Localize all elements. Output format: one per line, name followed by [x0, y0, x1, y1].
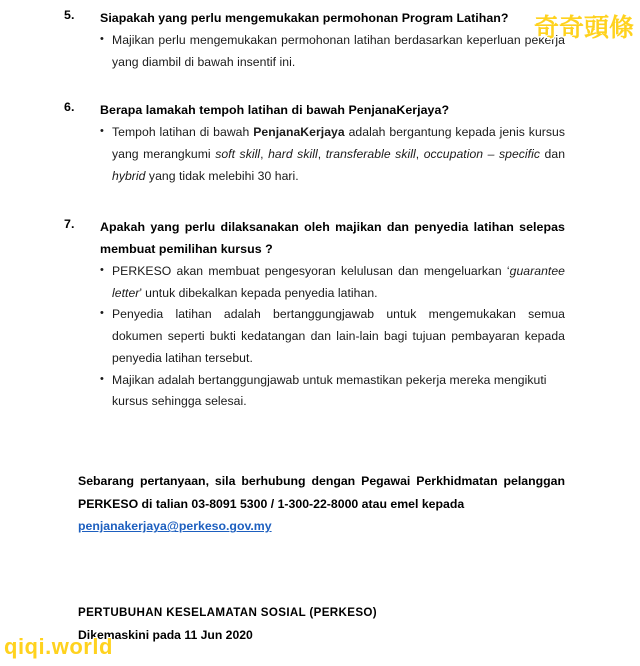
spacer-closing [0, 413, 640, 470]
question-text-6: Berapa lamakah tempoh latihan di bawah PenjanaKerjaya? [100, 102, 450, 117]
bullet-text: Tempoh latihan di bawah PenjanaKerjaya adalah bergantung kepada jenis kursus yang merangkumi soft skill, hard skill, transferable skill, occupation – specific dan hybrid yang tidak melebihi 30 hari. [112, 125, 566, 183]
spacer-q6 [0, 74, 640, 100]
bullet-item [100, 122, 565, 187]
watermark-bottom-left: qiqi.world [4, 634, 113, 659]
qa-block-5 [0, 8, 640, 74]
bullet-dot-icon: • [100, 125, 104, 138]
question-row-7 [64, 217, 565, 260]
watermark-top-right: 奇奇頭條 [533, 14, 634, 42]
bullet-text: Majikan perlu mengemukakan permohonan latihan berdasarkan keperluan pekerja yang diambil di bawah insentif ini. [112, 33, 565, 70]
bullet-dot-icon: • [100, 33, 104, 46]
question-text-7: Apakah yang perlu dilaksanakan oleh majikan dan penyedia latihan selepas membuat pemilihan kursus ? [100, 220, 565, 256]
question-row-5 [64, 8, 565, 29]
footer-organisation: PERTUBUHAN KESELAMATAN SOSIAL (PERKESO) [78, 606, 377, 620]
bullet-item [100, 370, 565, 413]
question-number-7: 7. [64, 217, 75, 232]
spacer-top [0, 0, 640, 8]
bullet-text: Majikan adalah bertanggungjawab untuk memastikan pekerja mereka mengikuti kursus sehingga selesai. [112, 372, 547, 409]
answer-bullets-5 [100, 30, 565, 73]
question-number-6: 6. [64, 99, 75, 114]
question-text-5: Siapakah yang perlu mengemukakan permohonan Program Latihan? [100, 11, 509, 25]
answer-bullets-6 [100, 122, 565, 187]
bullet-item [100, 261, 565, 304]
bullet-dot-icon: • [100, 263, 104, 276]
qa-block-6 [0, 100, 640, 187]
question-row-6 [64, 100, 565, 121]
document-footer [78, 604, 580, 645]
answer-bullets-7 [100, 261, 565, 413]
spacer-q7 [0, 187, 640, 217]
bullet-text: Penyedia latihan adalah bertanggungjawab untuk mengemukakan semua dokumen seperti bukti kedatangan dan lain-lain bagi tujuan pembayaran kepada penyedia latihan tersebut. [112, 307, 565, 365]
qa-block-7 [0, 217, 640, 413]
closing-text: Sebarang pertanyaan, sila berhubung dengan Pegawai Perkhidmatan pelanggan PERKESO di talian 03-8091 5300 / 1-300-22-8000 atau emel kepada [78, 473, 565, 511]
bullet-item [100, 30, 565, 73]
bullet-text: PERKESO akan membuat pengesyoran kelulusan dan mengeluarkan ‘guarantee letter’ untuk dibekalkan kepada penyedia latihan. [112, 263, 565, 300]
closing-paragraph [78, 470, 565, 538]
email-link[interactable]: penjanakerjaya@perkeso.gov.my [78, 519, 272, 534]
bullet-dot-icon: • [100, 372, 104, 385]
question-number-5: 5. [64, 8, 75, 22]
spacer-footer [0, 538, 640, 604]
bullet-dot-icon: • [100, 307, 104, 320]
bullet-item [100, 304, 565, 369]
footer-updated-date: Dikemaskini pada 11 Jun 2020 [78, 627, 253, 642]
